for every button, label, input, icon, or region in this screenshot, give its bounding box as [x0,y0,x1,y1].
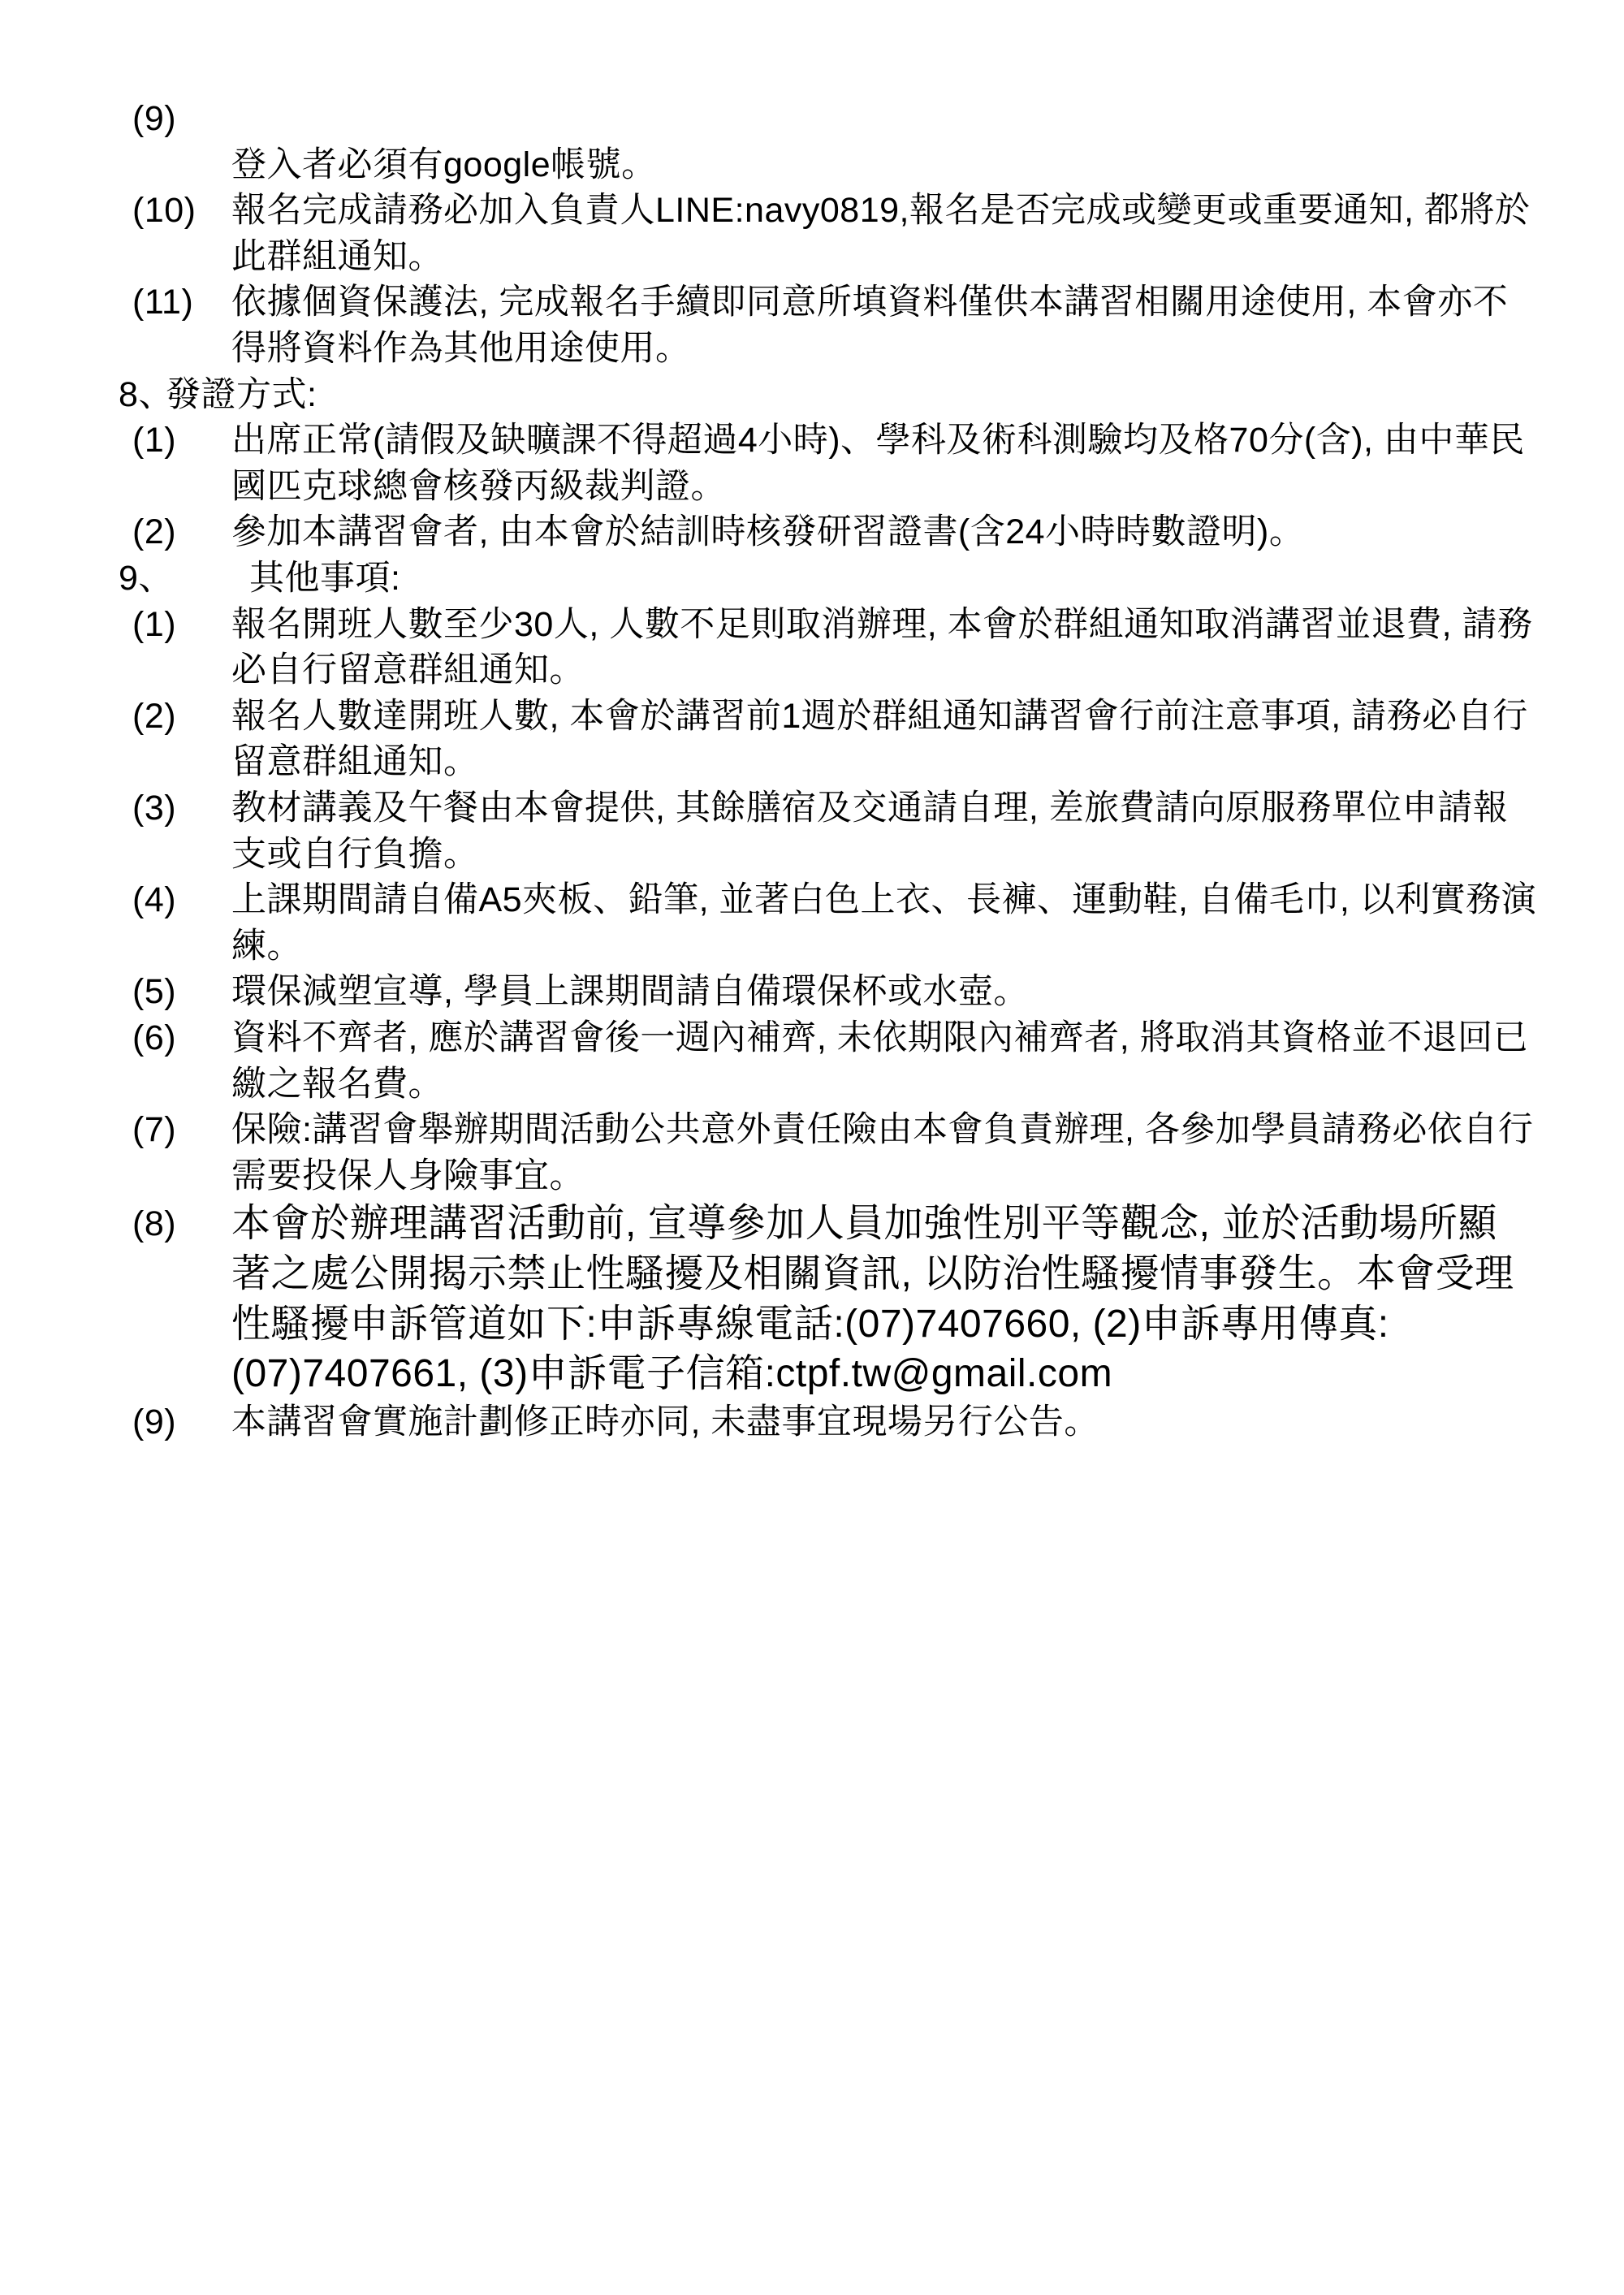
text-line [0,651,1624,700]
item-number: (2) [132,696,177,736]
text-line [0,192,1624,240]
text-line [0,421,1624,470]
section-title: 發證方式: [166,374,317,414]
line-text: 練。 [231,926,302,966]
line-text: 依據個資保護法, 完成報名手續即同意所填資料僅供本講習相關用途使用, 本會亦不 [231,283,1509,322]
line-text: 繳之報名費。 [231,1064,443,1104]
text-line [0,606,1624,655]
item-number: (11) [132,283,194,322]
item-number: (7) [132,1110,177,1150]
item-number: (10) [132,191,197,231]
item-number: (3) [132,789,177,828]
text-line [0,973,1624,1022]
line-text: 參加本講習會者, 由本會於結訓時核發研習證書(含24小時時數證明)。 [231,512,1305,552]
line-text: 教材講義及午餐由本會提供, 其餘膳宿及交通請自理, 差旅費請向原服務單位申請報 [231,789,1509,828]
line-text: 本講習會實施計劃修正時亦同, 未盡事宜現場另行公告。 [231,1402,1099,1441]
line-text: 登入者必須有google帳號。 [231,145,657,184]
text-line [0,283,1624,332]
section-number: 8、 [119,374,174,414]
line-text: 著之處公開揭示禁止性騷擾及相關資訊, 以防治性騷擾情事發生。本會受理 [231,1252,1514,1295]
line-text: 資料不齊者, 應於講習會後一週內補齊, 未依期限內補齊者, 將取消其資格並不退回已 [231,1018,1529,1057]
text-line [0,1253,1624,1302]
line-text: (07)7407661, (3)申訴電子信箱:ctpf.tw@gmail.com [231,1352,1113,1396]
section-title: 其他事項: [249,559,401,598]
line-text: 得將資料作為其他用途使用。 [231,329,691,368]
line-text: 報名開班人數至少30人, 人數不足則取消辦理, 本會於群組通知取消講習並退費, 請務 [231,604,1533,644]
section-heading-line [0,376,1624,425]
text-line [0,513,1624,562]
line-text: 上課期間請自備A5夾板、鉛筆, 並著白色上衣、長褲、運動鞋, 自備毛巾, 以利實務演 [231,880,1537,920]
line-text: 環保減塑宣導, 學員上課期間請自備環保杯或水壺。 [231,972,1029,1012]
line-text: 需要投保人身險事宜。 [231,1156,585,1195]
text-line [0,1065,1624,1114]
item-number: (6) [132,1018,177,1057]
line-text: 報名完成請務必加入負責人LINE:navy0819,報名是否完成或變更或重要通知, 都將於 [231,191,1531,231]
item-number: (2) [132,512,177,552]
text-line [0,1111,1624,1160]
item-number: (9) [132,99,177,138]
text-line [0,698,1624,746]
text-line [0,1303,1624,1352]
text-line [0,1353,1624,1402]
item-number: (4) [132,880,177,920]
section-heading-line [0,560,1624,608]
text-line [0,100,1624,149]
text-line [0,1157,1624,1206]
line-text: 報名人數達開班人數, 本會於講習前1週於群組通知講習會行前注意事項, 請務必自行 [231,696,1528,736]
line-text: 支或自行負擔。 [231,834,479,874]
text-line [0,1019,1624,1068]
text-line [0,881,1624,930]
text-line [0,330,1624,378]
text-line [0,836,1624,884]
text-line [0,927,1624,976]
line-text: 留意群組通知。 [231,742,479,782]
line-text: 出席正常(請假及缺曠課不得超過4小時)、學科及術科測驗均及格70分(含), 由中華民 [231,421,1525,460]
text-line [0,468,1624,516]
item-number: (1) [132,421,177,460]
line-text: 此群組通知。 [231,236,443,276]
text-line [0,238,1624,287]
text-line [0,789,1624,838]
item-number: (1) [132,604,177,644]
item-number: (9) [132,1402,177,1441]
text-line [0,146,1624,195]
text-line [0,1403,1624,1452]
text-line [0,743,1624,792]
line-text: 必自行留意群組通知。 [231,650,585,690]
item-number: (8) [132,1204,177,1244]
line-text: 保險:講習會舉辦期間活動公共意外責任險由本會負責辦理, 各參加學員請務必依自行 [231,1110,1534,1150]
line-text: 本會於辦理講習活動前, 宣導參加人員加強性別平等觀念, 並於活動場所顯 [231,1202,1497,1246]
text-line [0,1203,1624,1251]
section-number: 9、 [119,559,174,598]
item-number: (5) [132,972,177,1012]
line-text: 國匹克球總會核發丙級裁判證。 [231,466,726,506]
line-text: 性騷擾申訴管道如下:申訴專線電話:(07)7407660, (2)申訴專用傳真: [231,1302,1389,1346]
